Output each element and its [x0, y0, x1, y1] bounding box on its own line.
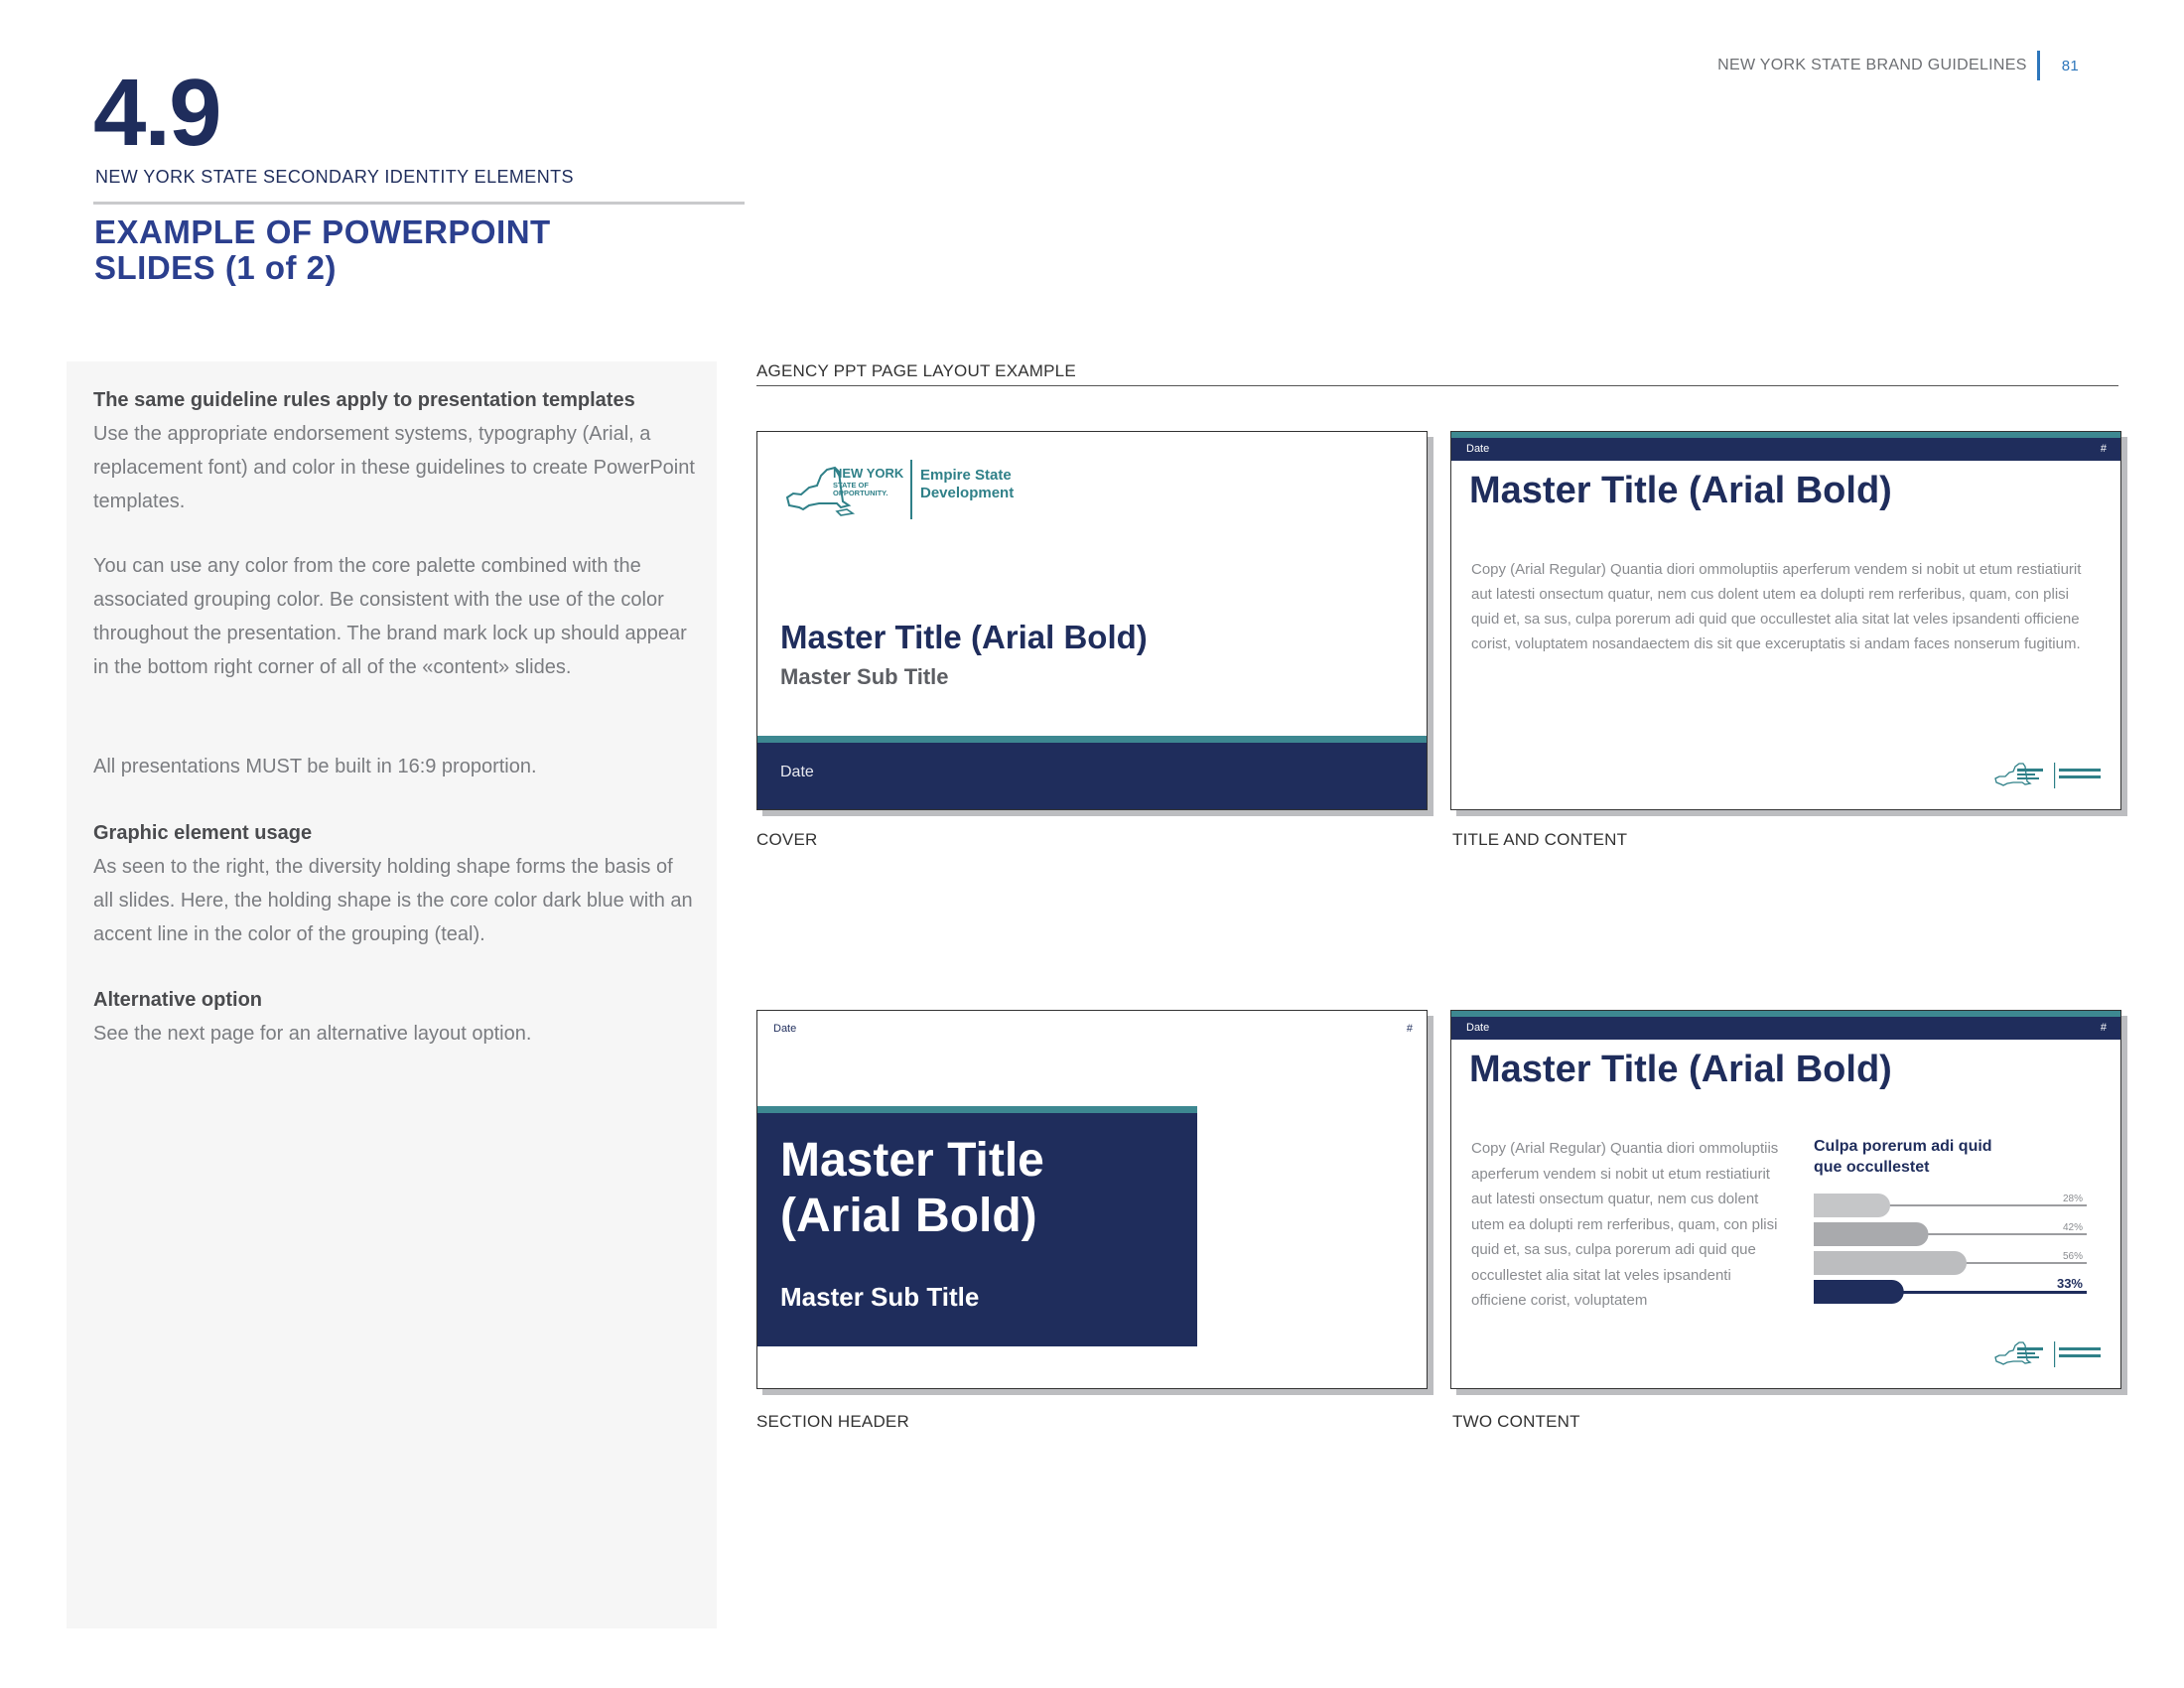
logo-ny-line2: STATE OF [833, 481, 869, 490]
section-master-title [780, 1133, 1177, 1244]
bar-data-label: 56% [2062, 1251, 2083, 1262]
chart-title: Culpa porerum adi quid que occullestet [1814, 1138, 1992, 1176]
cover-master-title: Master Title (Arial Bold) [780, 619, 1148, 655]
slide-section-header [756, 1010, 1428, 1389]
bar-data-label: 33% [2056, 1276, 2083, 1291]
header-rule [93, 202, 745, 205]
logo-agency-line2: Development [920, 485, 1015, 501]
guideline-block-proportion [93, 750, 697, 783]
guideline-heading: Alternative option [93, 989, 263, 1011]
section-title-line1: Master Title [780, 1134, 1044, 1187]
brand-mark-lockup [1991, 761, 2105, 795]
cover-holding-shape [757, 736, 1427, 809]
page-title-line2: SLIDES (1 of 2) [94, 249, 338, 286]
slide-top-bar [1451, 1011, 2120, 1040]
layout-example-rule [756, 385, 2118, 386]
caption-cover: COVER [756, 830, 818, 849]
slide-master-title: Master Title (Arial Bold) [1469, 470, 1892, 511]
guideline-block-templates [93, 383, 697, 518]
slide-copy: Copy (Arial Regular) Quantia diori ommoluptiis aperferum vendem si nobit ut etum restiatiurit aut latesti onsectum quatur, nem cus dolent utem ea dolupti rem rerferibus, quam, con plisi quid et, sa sus, culpa porerum adi quid que occullestet alia sitat lat veles ipsandenti officiene corist, voluptatem [1471, 1140, 1779, 1309]
slide-date: Date [1466, 1022, 1490, 1034]
running-header [1717, 52, 2079, 79]
guideline-body: See the next page for an alternative layout option. [93, 1023, 532, 1045]
cover-date: Date [780, 764, 814, 780]
section-name: NEW YORK STATE SECONDARY IDENTITY ELEMENTS [95, 167, 574, 187]
bar-left-edge [1814, 1251, 1838, 1275]
guideline-body: You can use any color from the core palette combined with the associated grouping color. Be consistent with the use of the color throughout the presentation. The brand mark lock up should appear in the bottom right corner of all of the «content» slides. [93, 555, 687, 678]
logo-agency-line1: Empire State [920, 467, 1012, 484]
guideline-heading: Graphic element usage [93, 822, 313, 844]
bar-left-edge [1814, 1280, 1838, 1304]
bar-chart [1814, 1190, 2092, 1309]
slide-date: Date [1466, 443, 1490, 455]
section-holding-shape [757, 1106, 1197, 1346]
guideline-body: Use the appropriate endorsement systems, typography (Arial, a replacement font) and color in these guidelines to create PowerPoint templates. [93, 423, 695, 512]
section-master-subtitle: Master Sub Title [780, 1282, 980, 1312]
logo-ny-line3: OPPORTUNITY. [833, 489, 888, 497]
bar-data-label: 42% [2062, 1222, 2083, 1233]
caption-title-and-content: TITLE AND CONTENT [1452, 830, 1628, 849]
brand-mark-lockup [1991, 1339, 2105, 1374]
section-title-line2: (Arial Bold) [780, 1190, 1037, 1242]
bar-left-edge [1814, 1194, 1838, 1217]
slide-copy: Copy (Arial Regular) Quantia diori ommoluptiis aperferum vendem si nobit ut etum restiatiurit aut latesti onsectum quatur, nem cus dolent utem ea dolupti rem rerferibus, quam, con plisi quid et, sa sus, culpa porerum adi quid que occullestet alia sitat lat veles ipsandenti officiene corist, voluptatem nosandaectem dis sit que exceruptatis si andam faces nonserum fugitium. [1471, 561, 2082, 652]
bar-left-edge [1814, 1222, 1838, 1246]
guideline-block-color [93, 549, 697, 684]
bar-data-label: 28% [2062, 1194, 2083, 1204]
guideline-block-graphic [93, 816, 697, 951]
guideline-block-alternative [93, 983, 697, 1051]
guideline-heading: The same guideline rules apply to presentation templates [93, 389, 635, 411]
caption-two-content: TWO CONTENT [1452, 1412, 1580, 1431]
slide-date: Date [773, 1023, 797, 1035]
slide-number-placeholder: # [2100, 443, 2107, 455]
slide-top-bar [1451, 432, 2120, 461]
slide-cover [756, 431, 1428, 810]
page-title-line1: EXAMPLE OF POWERPOINT [94, 213, 551, 250]
header-divider [2037, 51, 2040, 80]
guide-name: NEW YORK STATE BRAND GUIDELINES [1717, 57, 2027, 73]
section-number: 4.9 [93, 60, 220, 166]
slide-number-placeholder: # [2100, 1022, 2107, 1034]
slide-number-placeholder: # [1406, 1023, 1413, 1035]
guideline-body: As seen to the right, the diversity holding shape forms the basis of all slides. Here, the holding shape is the core color dark blue with an accent line in the color of the grouping (teal). [93, 856, 693, 945]
slide-master-title: Master Title (Arial Bold) [1469, 1049, 1892, 1090]
layout-example-label: AGENCY PPT PAGE LAYOUT EXAMPLE [756, 361, 1076, 380]
page-title [94, 214, 690, 286]
caption-section-header: SECTION HEADER [756, 1412, 909, 1431]
slide-title-and-content [1450, 431, 2121, 810]
slide-two-content [1450, 1010, 2121, 1389]
guideline-body: All presentations MUST be built in 16:9 proportion. [93, 756, 537, 777]
nys-esd-logo [779, 458, 1037, 528]
page-number: 81 [2061, 57, 2079, 74]
logo-ny-line1: NEW YORK [833, 466, 904, 481]
cover-master-subtitle: Master Sub Title [780, 664, 949, 689]
